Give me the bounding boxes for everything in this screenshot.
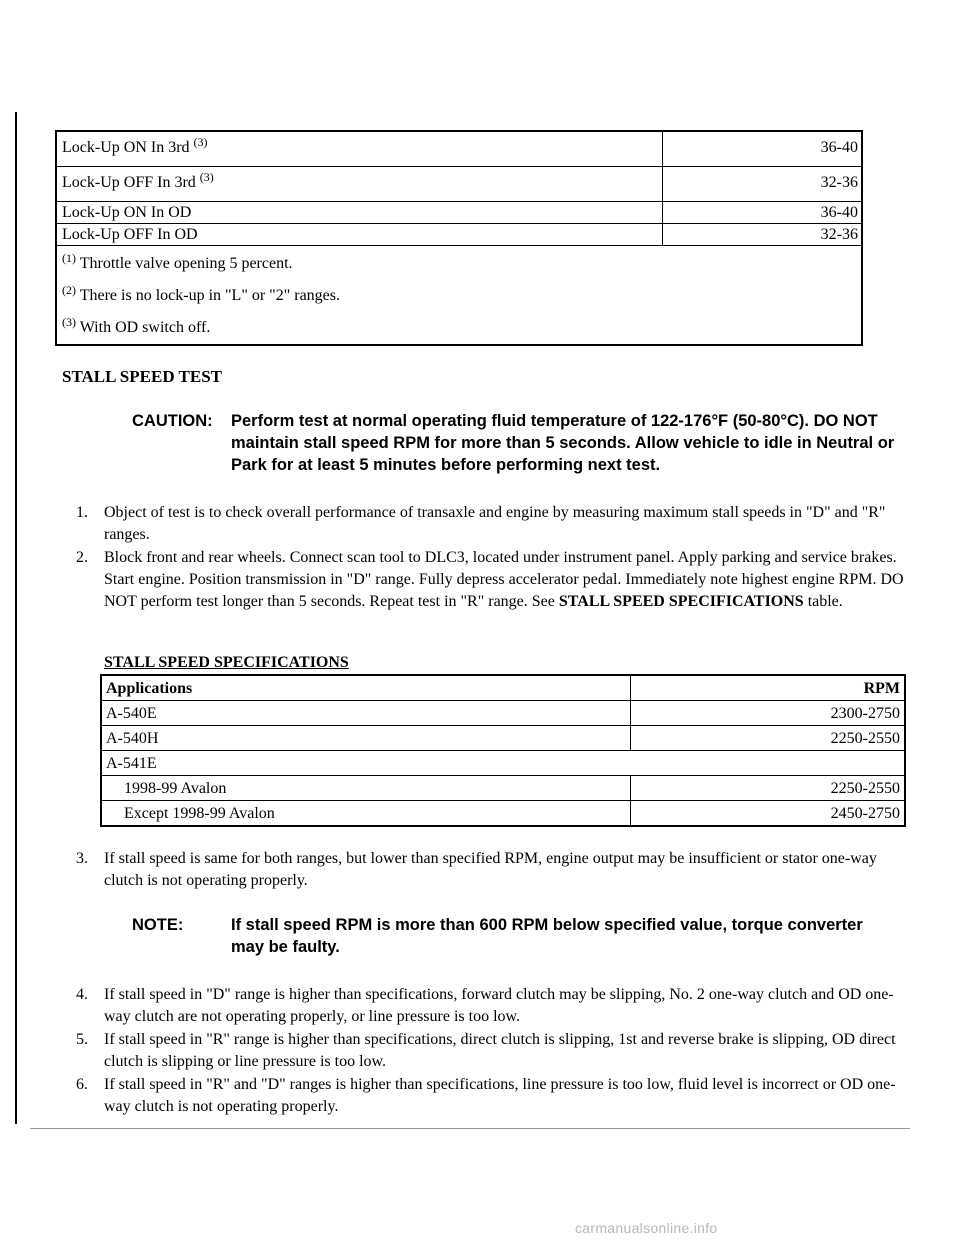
footnote: $^{(1)}$ Throttle valve opening 5 percent.	[62, 251, 293, 272]
step-text: If stall speed in "R" range is higher than specifications, direct clutch is slipping, 1st and reverse brake is slipping, OD direct clutch is slipping or line pressure is too low.	[104, 1031, 896, 1070]
table-notes-row	[56, 246, 862, 346]
column-header: Applications	[101, 675, 631, 701]
table-row	[56, 131, 862, 167]
list-item	[76, 984, 906, 1028]
row-value: 32-36	[663, 167, 863, 202]
lockup-speed-table	[55, 130, 863, 346]
application-cell: A-541E	[101, 751, 905, 776]
step-text: Object of test is to check overall performance of transaxle and engine by measuring maximum stall speeds in "D" and "R" ranges.	[104, 504, 886, 543]
table-header-row	[101, 675, 905, 701]
note-label: NOTE:	[132, 916, 184, 934]
spec-table-title: STALL SPEED SPECIFICATIONS	[104, 654, 349, 671]
rpm-cell: 2300-2750	[631, 701, 906, 726]
table-row	[101, 726, 905, 751]
step-number: 3.	[76, 850, 88, 867]
rpm-cell: 2450-2750	[631, 801, 906, 827]
caution-text: Perform test at normal operating fluid temperature of 122-176°F (50-80°C). DO NOT maintain stall speed RPM for more than 5 seconds. Allow vehicle to idle in Neutral or Park for at least 5 minutes before performing next test.	[231, 412, 895, 474]
row-label: Lock-Up ON In 3rd $^{(3)}$	[56, 131, 663, 167]
table-row	[56, 224, 862, 246]
step-number: 1.	[76, 504, 88, 521]
rpm-cell: 2250-2550	[631, 726, 906, 751]
row-label: Lock-Up ON In OD	[56, 202, 663, 224]
bottom-divider	[30, 1128, 910, 1129]
list-item	[76, 1074, 906, 1118]
column-header: RPM	[631, 675, 906, 701]
table-row	[101, 776, 905, 801]
table-row	[101, 801, 905, 827]
application-cell: 1998-99 Avalon	[101, 776, 631, 801]
row-value: 32-36	[663, 224, 863, 246]
caution-label: CAUTION:	[132, 412, 213, 430]
step-text: If stall speed in "D" range is higher than specifications, forward clutch may be slipping, No. 2 one-way clutch and OD one-way clutch are not operating properly, or line pressure is too low.	[104, 986, 894, 1025]
table-reference: STALL SPEED SPECIFICATIONS	[558, 593, 804, 610]
rpm-cell: 2250-2550	[631, 776, 906, 801]
note-text: If stall speed RPM is more than 600 RPM below specified value, torque converter may be faulty.	[231, 916, 863, 956]
footnote: $^{(2)}$ There is no lock-up in "L" or "2" ranges.	[62, 283, 340, 304]
step-number: 4.	[76, 986, 88, 1003]
step-text: Block front and rear wheels. Connect scan tool to DLC3, located under instrument panel. Apply parking and service brakes. Start engine. Position transmission in "D" range. Fully depress accelerator pedal. Immediately note highest engine RPM. DO NOT perform test longer than 5 seconds. Repeat test in "R" range. See STALL SPEED SPECIFICATIONS table.	[104, 549, 904, 610]
row-value: 36-40	[663, 131, 863, 167]
row-label: Lock-Up OFF In 3rd $^{(3)}$	[56, 167, 663, 202]
table-row	[101, 701, 905, 726]
table-row	[56, 167, 862, 202]
row-label: Lock-Up OFF In OD	[56, 224, 663, 246]
list-item	[76, 547, 906, 613]
application-cell: Except 1998-99 Avalon	[101, 801, 631, 827]
application-cell: A-540E	[101, 701, 631, 726]
table-footnotes	[56, 246, 862, 346]
left-margin-rule	[15, 112, 17, 1124]
section-title: STALL SPEED TEST	[62, 367, 223, 386]
list-item	[76, 1029, 906, 1073]
table-row	[101, 751, 905, 776]
step-text: If stall speed in "R" and "D" ranges is higher than specifications, line pressure is too low, fluid level is incorrect or OD one-way clutch is not operating properly.	[104, 1076, 896, 1115]
row-value: 36-40	[663, 202, 863, 224]
footnote: $^{(3)}$ With OD switch off.	[62, 315, 211, 336]
list-item	[76, 502, 906, 546]
step-text: If stall speed is same for both ranges, but lower than specified RPM, engine output may be insufficient or stator one-way clutch is not operating properly.	[104, 850, 877, 889]
step-number: 6.	[76, 1076, 88, 1093]
list-item	[76, 848, 906, 892]
step-number: 5.	[76, 1031, 88, 1048]
application-cell: A-540H	[101, 726, 631, 751]
watermark: carmanualsonline.info	[575, 1220, 718, 1236]
step-number: 2.	[76, 549, 88, 566]
stall-speed-spec-table	[100, 674, 906, 827]
table-row	[56, 202, 862, 224]
